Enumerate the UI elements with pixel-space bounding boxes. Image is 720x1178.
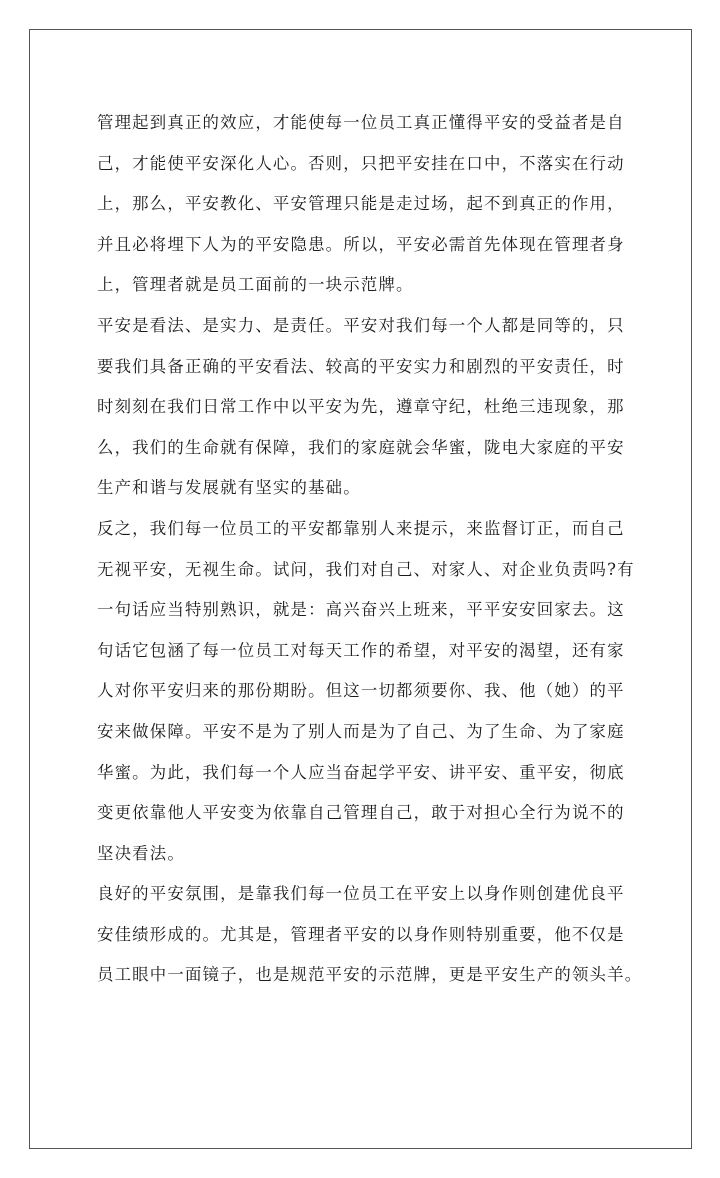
text-line: 坚决看法。 xyxy=(97,843,185,863)
text-line: 并且必将埋下人为的平安隐患。所以，平安必需首先体现在管理者身 xyxy=(97,234,625,254)
text-line: 己，才能使平安深化人心。否则，只把平安挂在口中，不落实在行动 xyxy=(97,153,625,173)
text-line: 安佳绩形成的。尤其是，管理者平安的以身作则特别重要，他不仅是 xyxy=(97,924,625,944)
text-line: 上，管理者就是员工面前的一块示范牌。 xyxy=(97,275,414,295)
text-line: 员工眼中一面镜子，也是规范平安的示范牌，更是平安生产的领头羊。 xyxy=(97,965,643,985)
document-body xyxy=(97,103,643,996)
text-line: 上，那么，平安教化、平安管理只能是走过场，起不到真正的作用， xyxy=(97,194,625,214)
text-line: 管理起到真正的效应，才能使每一位员工真正懂得平安的受益者是自 xyxy=(97,113,625,132)
text-line: 反之，我们每一位员工的平安都靠别人来提示，来监督订正，而自己 xyxy=(97,518,625,538)
text-line: 生产和谐与发展就有坚实的基础。 xyxy=(97,478,361,498)
text-line: 华蜜。为此，我们每一个人应当奋起学平安、讲平安、重平安，彻底 xyxy=(97,762,625,782)
paragraph-4 xyxy=(97,874,643,996)
text-line: 无视平安，无视生命。试问，我们对自己、对家人、对企业负责吗?有 xyxy=(97,559,635,579)
text-line: 安来做保障。平安不是为了别人而是为了自己、为了生命、为了家庭 xyxy=(97,721,625,741)
text-line: 时刻刻在我们日常工作中以平安为先，遵章守纪，杜绝三违现象，那 xyxy=(97,397,625,417)
text-line: 变更依靠他人平安变为依靠自己管理自己，敢于对担心全行为说不的 xyxy=(97,803,625,823)
text-line: 良好的平安氛围，是靠我们每一位员工在平安上以身作则创建优良平 xyxy=(97,884,625,904)
text-line: 一句话应当特别熟识，就是：高兴奋兴上班来，平平安安回家去。这 xyxy=(97,600,625,620)
text-line: 人对你平安归来的那份期盼。但这一切都须要你、我、他（她）的平 xyxy=(97,681,625,701)
paragraph-1 xyxy=(97,103,625,306)
text-line: 要我们具备正确的平安看法、较高的平安实力和剧烈的平安责任，时 xyxy=(97,356,625,376)
paragraph-3 xyxy=(97,509,635,874)
text-line: 平安是看法、是实力、是责任。平安对我们每一个人都是同等的，只 xyxy=(97,315,625,335)
text-line: 么，我们的生命就有保障，我们的家庭就会华蜜，陇电大家庭的平安 xyxy=(97,437,625,457)
text-line: 句话它包涵了每一位员工对每天工作的希望，对平安的渴望，还有家 xyxy=(97,640,625,660)
paragraph-2 xyxy=(97,306,625,509)
